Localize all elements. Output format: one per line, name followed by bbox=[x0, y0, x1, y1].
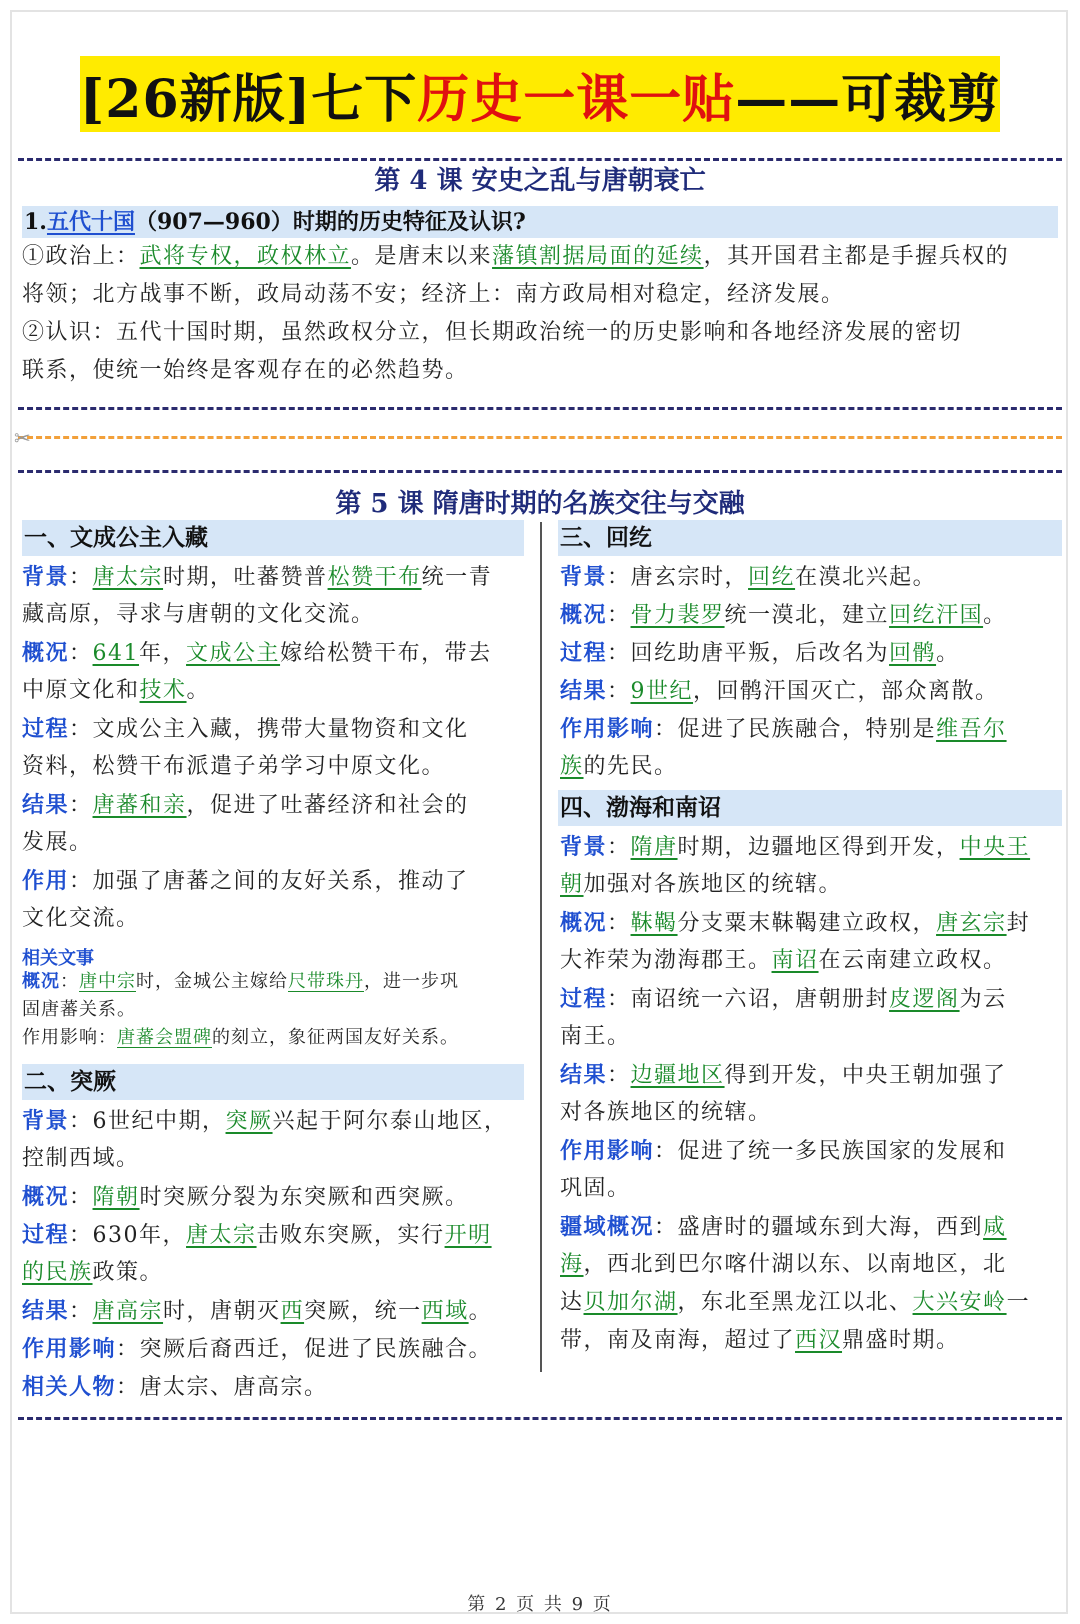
text: ，西北到巴尔喀什湖以东、以南地区，北 bbox=[583, 1252, 1007, 1277]
text: 。是唐末以来 bbox=[351, 244, 493, 269]
text: 达 bbox=[560, 1290, 584, 1315]
text: ，回鹘汗国灭亡，部众离散。 bbox=[693, 679, 999, 704]
label: 背景 bbox=[22, 1108, 70, 1134]
term: 唐太宗 bbox=[92, 565, 164, 590]
text: 击败东突厥，实行 bbox=[256, 1223, 445, 1248]
hh-background: 背景：唐玄宗时，回纥在漠北兴起。 bbox=[560, 564, 937, 590]
bh-effect-2: 巩固。 bbox=[560, 1176, 631, 1201]
text: ，促进了吐蕃经济和社会的 bbox=[186, 793, 469, 818]
lesson4-paragraph-1 bbox=[22, 238, 1062, 276]
text: 630年， bbox=[92, 1223, 187, 1248]
text: 文成公主入藏，携带大量物资和文化 bbox=[92, 717, 469, 742]
term: 开明 bbox=[444, 1223, 492, 1248]
label: 结果 bbox=[22, 1298, 70, 1324]
label: 概况 bbox=[22, 1184, 70, 1210]
label: 结果 bbox=[22, 792, 70, 818]
term: 尺带珠丹 bbox=[288, 971, 364, 992]
label: 概况 bbox=[22, 971, 60, 992]
territory-overview: 疆域概况：盛唐时的疆域东到大海，西到咸 bbox=[560, 1214, 1007, 1240]
title-prefix: [26新版]七下 bbox=[79, 68, 418, 130]
label: 相关人物 bbox=[22, 1374, 117, 1400]
title-suffix: ——可裁剪 bbox=[735, 68, 1001, 130]
title-highlight: 历史一课一贴 bbox=[417, 68, 736, 130]
lesson4-question bbox=[22, 206, 1058, 238]
term: 朝 bbox=[560, 872, 584, 897]
label: 过程 bbox=[22, 716, 70, 742]
term: 唐高宗 bbox=[92, 1299, 164, 1324]
territory-overview-4 bbox=[560, 1322, 960, 1360]
term: 隋唐 bbox=[630, 835, 678, 860]
term: 西域 bbox=[421, 1299, 469, 1324]
bh-effect: 作用影响：促进了统一多民族国家的发展和 bbox=[560, 1138, 1007, 1164]
text: 加强了唐蕃之间的友好关系，推动了 bbox=[92, 869, 469, 894]
term: 唐太宗 bbox=[186, 1223, 257, 1248]
text: 南诏统一六诏，唐朝册封 bbox=[630, 987, 890, 1012]
wc-result-2: 发展。 bbox=[22, 830, 93, 855]
related-overview-2: 固唐蕃关系。 bbox=[22, 999, 136, 1020]
wc-overview: 概况：641年，文成公主嫁给松赞干布，带去 bbox=[22, 640, 492, 666]
hh-process: 过程：回纥助唐平叛，后改名为回鹘。 bbox=[560, 640, 960, 666]
text: 。 bbox=[936, 641, 960, 666]
label: 概况 bbox=[22, 640, 70, 666]
text: ，进一步巩 bbox=[364, 971, 459, 992]
question-rest: （907—960）时期的历史特征及认识? bbox=[134, 209, 526, 235]
tj-overview: 概况：隋朝时突厥分裂为东突厥和西突厥。 bbox=[22, 1184, 469, 1210]
term: 文成公主 bbox=[186, 641, 281, 666]
question-term: 五代十国 bbox=[46, 209, 135, 235]
term: 唐中宗 bbox=[79, 971, 136, 992]
bh-overview: 概况：靺鞨分支粟末靺鞨建立政权，唐玄宗封 bbox=[560, 910, 1031, 936]
text: 盛唐时的疆域东到大海，西到 bbox=[677, 1215, 984, 1240]
text: 6世纪中期， bbox=[92, 1109, 226, 1134]
wc-effect-2: 文化交流。 bbox=[22, 906, 140, 931]
term: 海 bbox=[560, 1252, 584, 1277]
tj-background: 背景：6世纪中期，突厥兴起于阿尔泰山地区， bbox=[22, 1108, 508, 1134]
text: 鼎盛时期。 bbox=[842, 1328, 960, 1353]
text: 的先民。 bbox=[583, 754, 678, 779]
column-divider bbox=[540, 522, 542, 1372]
tj-effect: 作用影响：突厥后裔西迁，促进了民族融合。 bbox=[22, 1336, 493, 1362]
tj-result: 结果：唐高宗时，唐朝灭西突厥，统一西域。 bbox=[22, 1298, 493, 1324]
section-heading-tujue: 二、突厥 bbox=[22, 1064, 524, 1100]
term: 641 bbox=[92, 641, 140, 666]
term: 贝加尔湖 bbox=[583, 1290, 678, 1315]
territory-overview-3 bbox=[560, 1284, 1030, 1322]
term: 松赞干布 bbox=[327, 565, 422, 590]
wc-result: 结果：唐蕃和亲，促进了吐蕃经济和社会的 bbox=[22, 792, 469, 818]
text: 。 bbox=[468, 1299, 493, 1324]
text: 突厥，统一 bbox=[304, 1299, 422, 1324]
related-overview: 概况：唐中宗时，金城公主嫁给尺带珠丹，进一步巩 bbox=[22, 971, 459, 992]
cut-line bbox=[18, 436, 1062, 439]
label: 作用影响 bbox=[22, 1336, 117, 1362]
term: 边疆地区 bbox=[630, 1063, 725, 1088]
text: 的刻立，象征两国友好关系。 bbox=[212, 1027, 459, 1048]
page-title bbox=[80, 56, 1000, 132]
bh-process: 过程：南诏统一六诏，唐朝册封皮逻阁为云 bbox=[560, 986, 1007, 1012]
section-heading-bohai-nanzhao: 四、渤海和南诏 bbox=[558, 790, 1062, 826]
term: 回纥汗国 bbox=[889, 603, 984, 628]
label: 过程 bbox=[22, 1222, 70, 1248]
text: 时，唐朝灭 bbox=[163, 1299, 281, 1324]
text: 在云南建立政权。 bbox=[818, 948, 1007, 973]
wc-background: 背景：唐太宗时期，吐蕃赞普松赞干布统一青 bbox=[22, 564, 493, 590]
territory-overview-2 bbox=[560, 1246, 1007, 1284]
text: 年， bbox=[139, 641, 187, 666]
text: 政策。 bbox=[92, 1260, 164, 1285]
text: 时期，吐蕃赞普 bbox=[163, 565, 328, 590]
label: 作用影响 bbox=[560, 716, 655, 742]
term: 唐玄宗 bbox=[936, 911, 1007, 936]
text: 统一青 bbox=[421, 565, 493, 590]
lesson4-paragraph-2: 将领；北方战事不断，政局动荡不安；经济上：南方政局相对稳定，经济发展。 bbox=[22, 282, 845, 307]
tj-process-2 bbox=[22, 1254, 163, 1292]
related-effect bbox=[22, 1024, 459, 1052]
text: 嫁给松赞干布，带去 bbox=[280, 641, 492, 666]
text: 。 bbox=[186, 678, 211, 703]
text: 封 bbox=[1006, 911, 1031, 936]
text: 兴起于阿尔泰山地区， bbox=[272, 1109, 508, 1134]
text: 为云 bbox=[959, 987, 1007, 1012]
text: 一 bbox=[1006, 1290, 1031, 1315]
text: 时，金城公主嫁给 bbox=[136, 971, 288, 992]
hh-effect-2 bbox=[560, 748, 678, 786]
lesson4-paragraph-3: ②认识：五代十国时期，虽然政权分立，但长期政治统一的历史影响和各地经济发展的密切 bbox=[22, 320, 963, 345]
bh-background: 背景：隋唐时期，边疆地区得到开发，中央王 bbox=[560, 834, 1031, 860]
term: 中央王 bbox=[959, 835, 1031, 860]
term: 突厥 bbox=[225, 1109, 273, 1134]
label: 作用影响 bbox=[560, 1138, 655, 1164]
label: 概况 bbox=[560, 602, 608, 628]
text: ①政治上： bbox=[22, 244, 140, 269]
text: 促进了统一多民族国家的发展和 bbox=[677, 1139, 1007, 1164]
question-number: 1. bbox=[24, 209, 47, 235]
text: 作用影响： bbox=[22, 1027, 117, 1048]
wc-overview-2 bbox=[22, 672, 210, 710]
text: 唐太宗、唐高宗。 bbox=[139, 1375, 328, 1400]
tj-process: 过程：630年，唐太宗击败东突厥，实行开明 bbox=[22, 1222, 492, 1248]
text: 统一漠北，建立 bbox=[724, 603, 890, 628]
term: 族 bbox=[560, 754, 584, 779]
term: 的民族 bbox=[22, 1260, 93, 1285]
label: 背景 bbox=[560, 834, 608, 860]
term: 维吾尔 bbox=[936, 717, 1007, 742]
section-heading-huihe: 三、回纥 bbox=[558, 520, 1062, 556]
text: 促进了民族融合，特别是 bbox=[677, 717, 937, 742]
page-number: 第 2 页 共 9 页 bbox=[467, 1594, 613, 1615]
text: ，东北至黑龙江以北、 bbox=[677, 1290, 913, 1315]
lesson4-paragraph-4: 联系，使统一始终是客观存在的必然趋势。 bbox=[22, 358, 469, 383]
related-events-heading: 相关文事 bbox=[22, 948, 94, 969]
term: 回纥 bbox=[748, 565, 796, 590]
term: 皮逻阁 bbox=[889, 987, 960, 1012]
text: 突厥后裔西迁，促进了民族融合。 bbox=[139, 1337, 493, 1362]
hh-overview: 概况：骨力裴罗统一漠北，建立回纥汗国。 bbox=[560, 602, 1007, 628]
lesson5-title: 第 5 课 隋唐时期的名族交往与交融 bbox=[335, 489, 745, 519]
text: 时突厥分裂为东突厥和西突厥。 bbox=[139, 1185, 469, 1210]
term: 回鹘 bbox=[889, 641, 937, 666]
term: 藩镇割据局面的延续 bbox=[492, 244, 704, 269]
label: 概况 bbox=[560, 910, 608, 936]
wc-process-2: 资料，松赞干布派遣子弟学习中原文化。 bbox=[22, 754, 446, 779]
term: 隋朝 bbox=[92, 1185, 140, 1210]
text: 大祚荣为渤海郡王。 bbox=[560, 948, 772, 973]
term: 武将专权，政权林立 bbox=[139, 244, 352, 269]
term: 技术 bbox=[139, 678, 187, 703]
term: 西汉 bbox=[795, 1328, 843, 1353]
bh-process-2: 南王。 bbox=[560, 1024, 631, 1049]
term: 南诏 bbox=[771, 948, 819, 973]
label: 结果 bbox=[560, 1062, 608, 1088]
wc-process: 过程：文成公主入藏，携带大量物资和文化 bbox=[22, 716, 469, 742]
bh-overview-2 bbox=[560, 942, 1007, 980]
label: 过程 bbox=[560, 640, 608, 666]
section-heading-wencheng: 一、文成公主入藏 bbox=[22, 520, 524, 556]
hh-effect: 作用影响：促进了民族融合，特别是维吾尔 bbox=[560, 716, 1007, 742]
label: 作用 bbox=[22, 868, 70, 894]
term: 大兴安岭 bbox=[912, 1290, 1007, 1315]
tj-background-2: 控制西域。 bbox=[22, 1146, 140, 1171]
wc-effect: 作用：加强了唐蕃之间的友好关系，推动了 bbox=[22, 868, 469, 894]
term: 9世纪 bbox=[630, 679, 694, 704]
label: 疆域概况 bbox=[560, 1214, 655, 1240]
term: 唐蕃会盟碑 bbox=[117, 1027, 212, 1048]
text: ，其开国君主都是手握兵权的 bbox=[703, 244, 1010, 269]
bh-background-2 bbox=[560, 866, 842, 904]
scissors-icon: ✂ bbox=[14, 426, 31, 450]
text: 加强对各族地区的统辖。 bbox=[583, 872, 843, 897]
term: 西 bbox=[280, 1299, 305, 1324]
label: 过程 bbox=[560, 986, 608, 1012]
text: 中原文化和 bbox=[22, 678, 140, 703]
hh-result: 结果：9世纪，回鹘汗国灭亡，部众离散。 bbox=[560, 678, 999, 704]
term: 骨力裴罗 bbox=[630, 603, 725, 628]
term: 咸 bbox=[983, 1215, 1007, 1240]
text: 时期，边疆地区得到开发， bbox=[677, 835, 960, 860]
bh-result-2: 对各族地区的统辖。 bbox=[560, 1100, 772, 1125]
text: 唐玄宗时， bbox=[630, 565, 749, 590]
text: 在漠北兴起。 bbox=[795, 565, 937, 590]
label: 背景 bbox=[22, 564, 70, 590]
term: 靺鞨 bbox=[630, 911, 678, 936]
lesson4-title: 第 4 课 安史之乱与唐朝衰亡 bbox=[374, 166, 706, 196]
text: 分支粟末靺鞨建立政权， bbox=[677, 911, 937, 936]
wc-background-2: 藏高原，寻求与唐朝的文化交流。 bbox=[22, 602, 375, 627]
text: 回纥助唐平叛，后改名为 bbox=[630, 641, 890, 666]
label: 结果 bbox=[560, 678, 608, 704]
tj-people: 相关人物：唐太宗、唐高宗。 bbox=[22, 1374, 328, 1400]
term: 唐蕃和亲 bbox=[92, 793, 187, 818]
text: 得到开发，中央王朝加强了 bbox=[724, 1063, 1007, 1088]
text: 。 bbox=[983, 603, 1007, 628]
bh-result: 结果：边疆地区得到开发，中央王朝加强了 bbox=[560, 1062, 1007, 1088]
label: 背景 bbox=[560, 564, 608, 590]
text: 带，南及南海，超过了 bbox=[560, 1328, 796, 1353]
